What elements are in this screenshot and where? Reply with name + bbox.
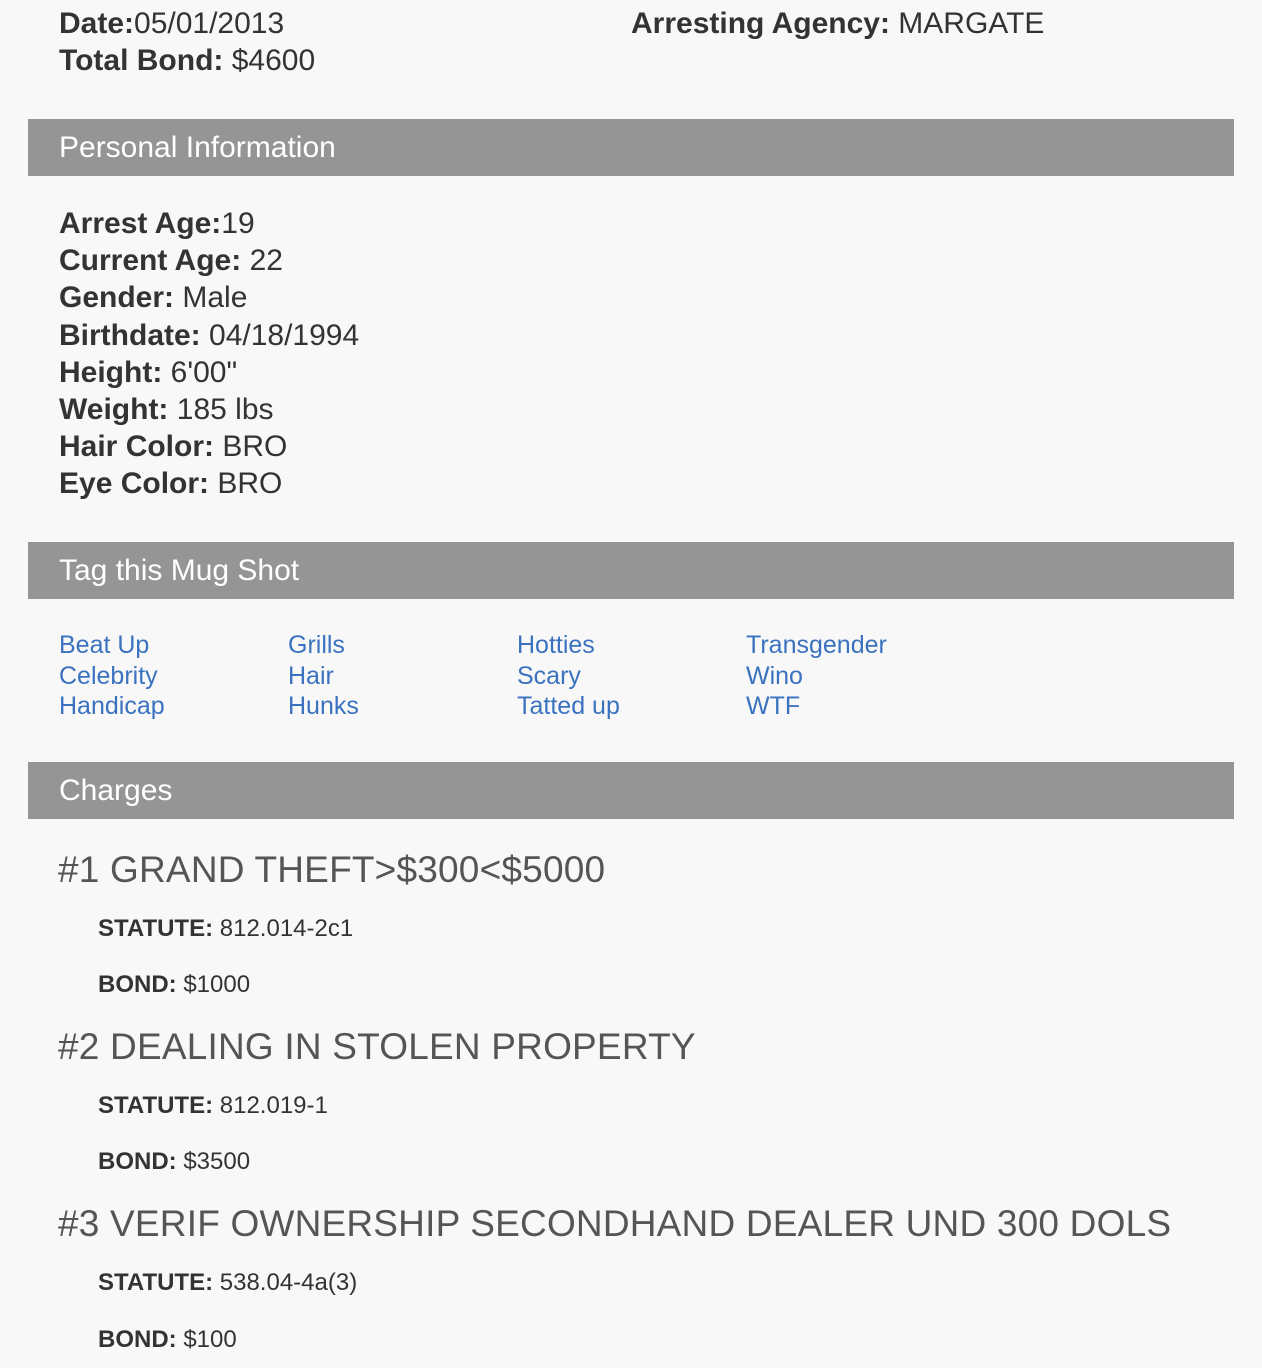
charge-item: [58, 848, 1238, 998]
booking-info: [59, 0, 1239, 80]
birthdate-label: Birthdate:: [59, 318, 201, 352]
charge-item: [58, 1202, 1238, 1353]
current-age-value: 22: [249, 244, 283, 278]
height-label: Height:: [59, 355, 163, 389]
total-bond-label: Total Bond:: [59, 44, 224, 77]
bond-value: $100: [183, 1326, 237, 1353]
tag-column: [746, 630, 975, 722]
arresting-agency-label: Arresting Agency:: [631, 7, 890, 40]
tag-link-hotties[interactable]: Hotties: [517, 631, 595, 659]
bond-value: $3500: [183, 1148, 251, 1175]
hair-color-label: Hair Color:: [59, 430, 215, 464]
statute-label: STATUTE:: [98, 915, 214, 942]
charge-statute: [98, 1268, 357, 1298]
weight-value: 185 lbs: [176, 393, 274, 427]
charges-header: Charges: [28, 762, 1234, 819]
bond-label: BOND:: [98, 971, 177, 998]
statute-label: STATUTE:: [98, 1269, 214, 1296]
tag-link-grills[interactable]: Grills: [288, 631, 345, 659]
booking-date-value: 05/01/2013: [134, 7, 285, 40]
hair-color-value: BRO: [222, 430, 288, 464]
total-bond-value: $4600: [231, 44, 316, 77]
charge-title: #1 GRAND THEFT>$300<$5000: [58, 849, 606, 890]
hair-color-row: [59, 428, 359, 465]
personal-information-header: Personal Information: [28, 119, 1234, 176]
arrest-age-value: 19: [221, 207, 255, 240]
charge-statute: [98, 914, 353, 944]
tag-link-wtf[interactable]: WTF: [746, 692, 801, 720]
height-row: [59, 354, 359, 391]
statute-label: STATUTE:: [98, 1092, 214, 1119]
height-value: 6'00": [170, 355, 238, 389]
tag-column: [517, 630, 746, 722]
birthdate-row: [59, 317, 359, 354]
weight-row: [59, 391, 359, 428]
charge-title: #2 DEALING IN STOLEN PROPERTY: [58, 1026, 696, 1067]
arresting-agency-value: MARGATE: [898, 7, 1045, 40]
gender-row: [59, 279, 359, 316]
statute-value: 538.04-4a(3): [219, 1269, 358, 1296]
bond-value: $1000: [183, 971, 251, 998]
booking-date-label: Date:: [59, 7, 135, 40]
tag-link-beat-up[interactable]: Beat Up: [59, 631, 150, 659]
eye-color-label: Eye Color:: [59, 467, 210, 501]
tag-link-hair[interactable]: Hair: [288, 661, 334, 690]
tag-link-hunks[interactable]: Hunks: [288, 692, 359, 720]
charge-bond: [98, 970, 250, 1000]
tag-link-tatted-up[interactable]: Tatted up: [517, 692, 620, 720]
eye-color-row: [59, 465, 359, 502]
current-age-row: [59, 242, 359, 279]
arrest-age-label: Arrest Age:: [59, 207, 222, 240]
birthdate-value: 04/18/1994: [209, 318, 360, 352]
charge-bond: [98, 1325, 237, 1355]
tag-link-scary[interactable]: Scary: [517, 661, 581, 690]
tag-link-wino[interactable]: Wino: [746, 661, 803, 690]
tag-link-transgender[interactable]: Transgender: [746, 631, 887, 659]
tag-column: [59, 630, 288, 722]
tag-link-celebrity[interactable]: Celebrity: [59, 661, 158, 690]
charge-statute: [98, 1091, 328, 1121]
weight-label: Weight:: [59, 393, 169, 427]
charge-bond: [98, 1147, 250, 1177]
bond-label: BOND:: [98, 1148, 177, 1175]
statute-value: 812.019-1: [219, 1092, 328, 1119]
total-bond: [59, 42, 315, 79]
arrest-age-row: [59, 205, 359, 242]
gender-label: Gender:: [59, 281, 175, 315]
personal-information-list: [59, 205, 359, 503]
charge-title: #3 VERIF OWNERSHIP SECONDHAND DEALER UND 300 DOLS: [58, 1203, 1172, 1244]
tag-column: [288, 630, 517, 722]
tag-mug-shot-header: Tag this Mug Shot: [28, 542, 1234, 599]
arresting-agency: [631, 5, 1044, 42]
current-age-label: Current Age:: [59, 244, 242, 278]
bond-label: BOND:: [98, 1326, 177, 1353]
eye-color-value: BRO: [217, 467, 283, 501]
statute-value: 812.014-2c1: [219, 915, 354, 942]
gender-value: Male: [182, 281, 248, 315]
tag-link-handicap[interactable]: Handicap: [59, 692, 165, 720]
charge-item: [58, 1025, 1238, 1175]
booking-date: [59, 5, 284, 42]
